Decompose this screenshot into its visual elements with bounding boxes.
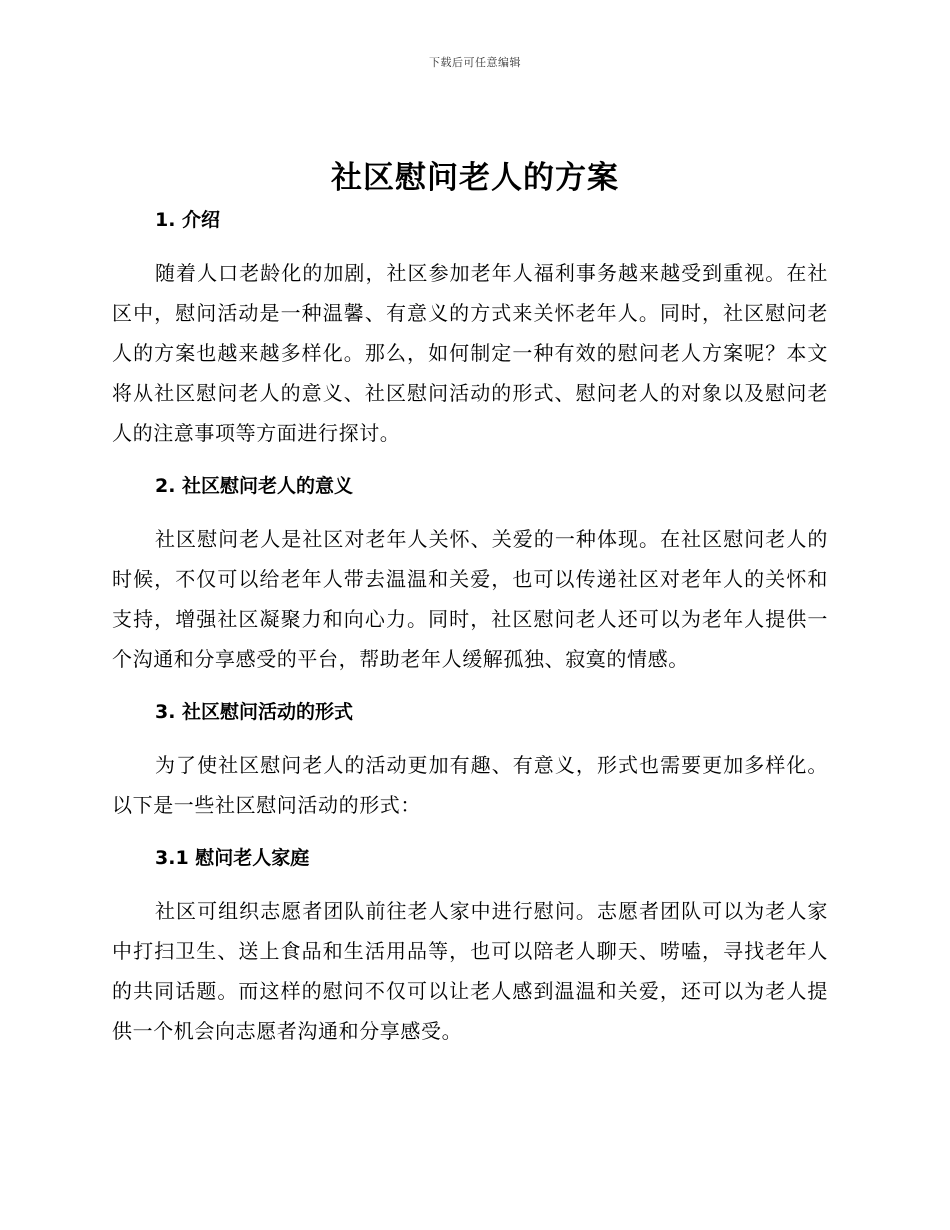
- section-paragraph-forms: 为了使社区慰问老人的活动更加有趣、有意义，形式也需要更加多样化。以下是一些社区慰问活动的形式：: [112, 753, 828, 817]
- section-heading-intro: 1. 介绍: [155, 209, 221, 231]
- section-paragraph-intro: 随着人口老龄化的加剧，社区参加老年人福利事务越来越受到重视。在社区中，慰问活动是一种温馨、有意义的方式来关怀老年人。同时，社区慰问老人的方案也越来越多样化。那么，如何制定一种有效的慰问老人方案呢？本文将从社区慰问老人的意义、社区慰问活动的形式、慰问老人的对象以及慰问老人的注意事项等方面进行探讨。: [112, 261, 828, 445]
- document-body: [112, 201, 828, 1051]
- section-heading-significance: 2. 社区慰问老人的意义: [155, 475, 354, 497]
- section-heading-forms: 3. 社区慰问活动的形式: [155, 701, 354, 723]
- header-note: 下载后可任意编辑: [429, 56, 521, 69]
- section-heading-home-visit: 3.1 慰问老人家庭: [155, 847, 310, 869]
- section-paragraph-home-visit: 社区可组织志愿者团队前往老人家中进行慰问。志愿者团队可以为老人家中打扫卫生、送上食品和生活用品等，也可以陪老人聊天、唠嗑，寻找老年人的共同话题。而这样的慰问不仅可以让老人感到温温和关爱，还可以为老人提供一个机会向志愿者沟通和分享感受。: [112, 899, 828, 1043]
- document-title: 社区慰问老人的方案: [331, 160, 619, 196]
- section-paragraph-significance: 社区慰问老人是社区对老年人关怀、关爱的一种体现。在社区慰问老人的时候，不仅可以给老年人带去温温和关爱，也可以传递社区对老年人的关怀和支持，增强社区凝聚力和向心力。同时，社区慰问老人还可以为老年人提供一个沟通和分享感受的平台，帮助老年人缓解孤独、寂寞的情感。: [112, 527, 828, 671]
